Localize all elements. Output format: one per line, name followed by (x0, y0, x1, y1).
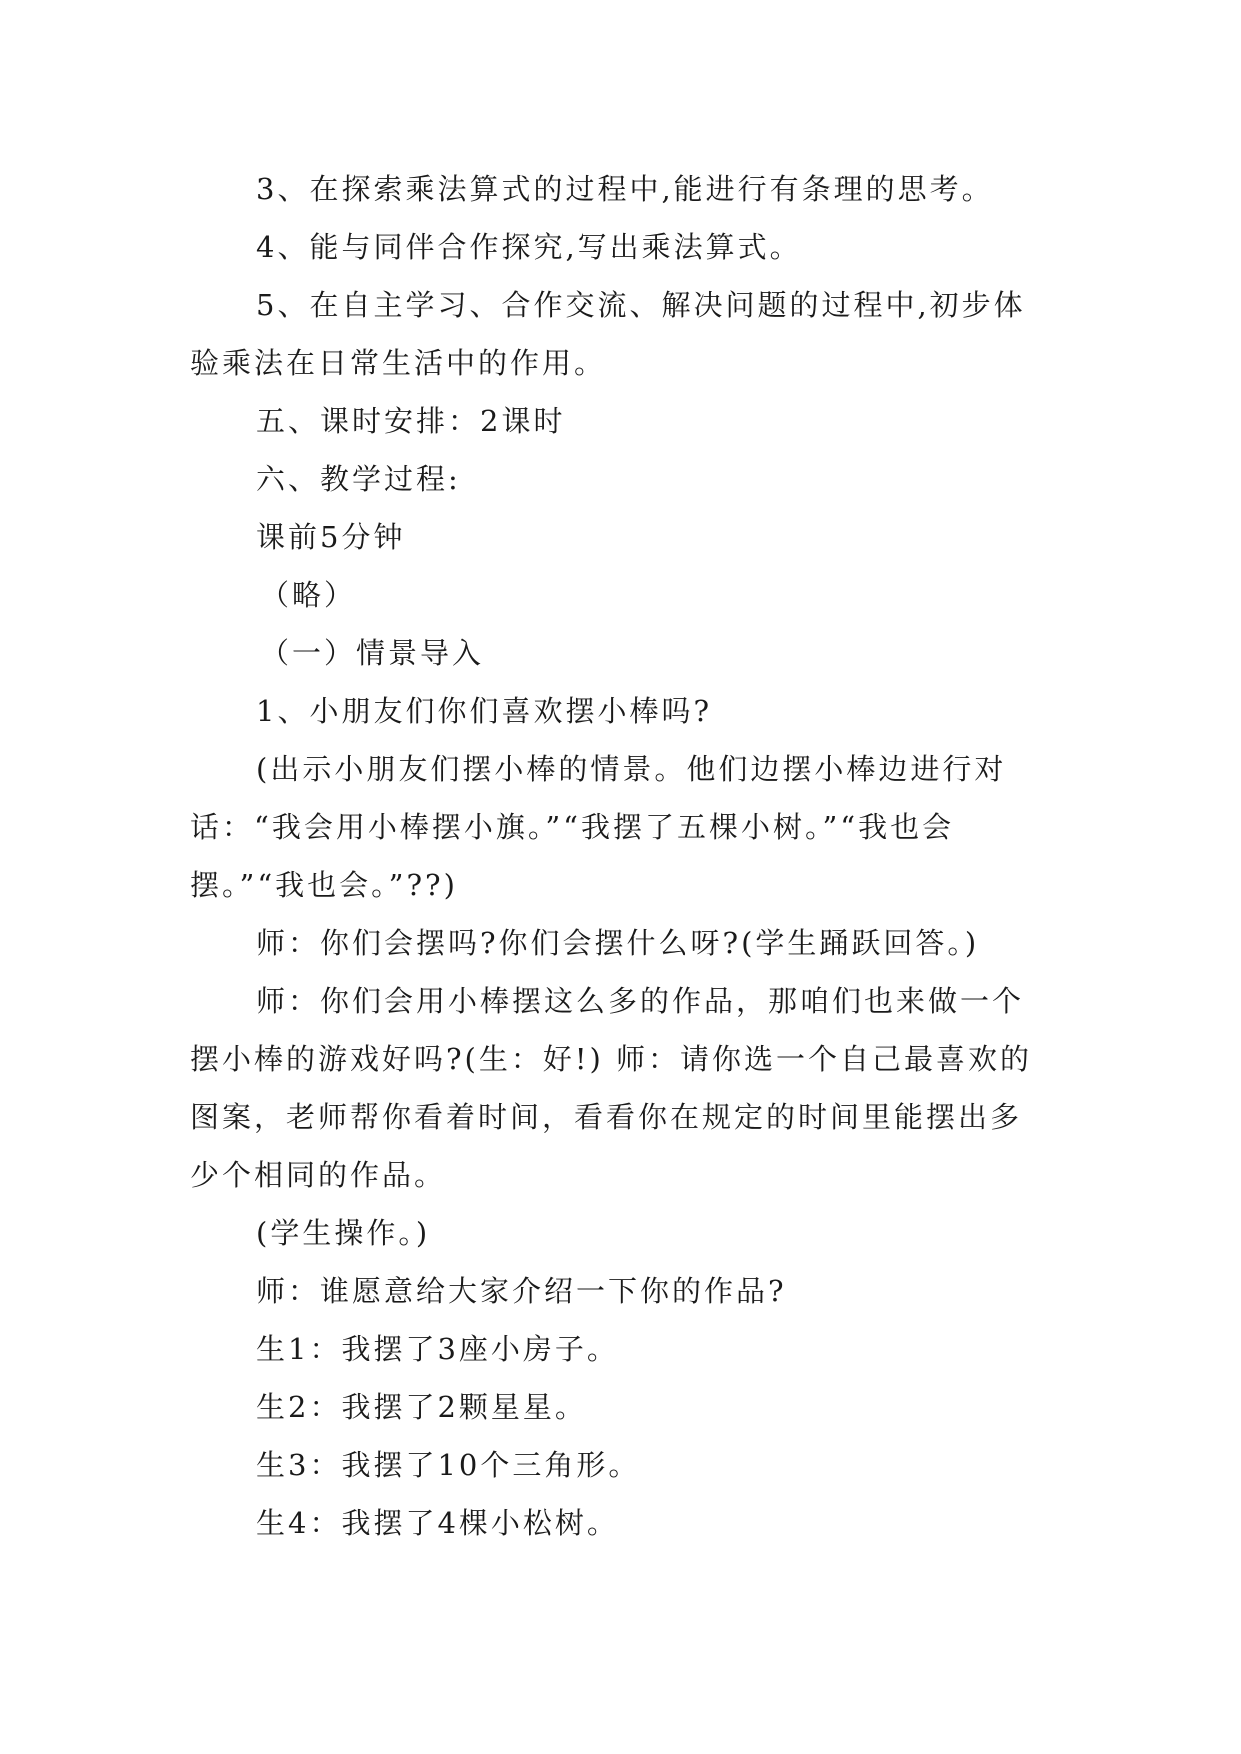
section-heading-schedule: 五、课时安排：2课时 (256, 404, 566, 438)
paragraph-teacher-2: 师：你们会用小棒摆这么多的作品，那咱们也来做一个摆小棒的游戏好吗?(生：好!) 师：请你选一个自己最喜欢的图案，老师帮你看着时间，看看你在规定的时间里能摆出多少个相同的作品。 (190, 984, 1033, 1192)
paragraph-teacher-1: 师：你们会摆吗?你们会摆什么呀?(学生踊跃回答。) (256, 926, 980, 960)
paragraph-student-4: 生4：我摆了4棵小松树。 (256, 1506, 619, 1540)
document-body (190, 160, 1050, 1552)
paragraph-student-3: 生3：我摆了10个三角形。 (256, 1448, 641, 1482)
paragraph-pre-class: 课前5分钟 (256, 520, 406, 554)
paragraph-omitted: （略） (260, 578, 357, 612)
section-heading-process: 六、教学过程: (256, 462, 461, 496)
paragraph-student-action: (学生操作。) (256, 1216, 431, 1250)
paragraph-student-2: 生2：我摆了2颗星星。 (256, 1390, 587, 1424)
paragraph-scene: (出示小朋友们摆小棒的情景。他们边摆小棒边进行对话：“我会用小棒摆小旗。”“我摆了五棵小树。”“我也会摆。”“我也会。”??) (190, 752, 1007, 902)
subsection-heading-intro: （一）情景导入 (260, 636, 485, 670)
paragraph-objective-5: 5、在自主学习、合作交流、解决问题的过程中,初步体验乘法在日常生活中的作用。 (190, 288, 1026, 380)
paragraph-objective-3: 3、在探索乘法算式的过程中,能进行有条理的思考。 (256, 172, 994, 206)
paragraph-objective-4: 4、能与同伴合作探究,写出乘法算式。 (256, 230, 802, 264)
paragraph-question-1: 1、小朋友们你们喜欢摆小棒吗? (256, 694, 712, 728)
paragraph-teacher-3: 师：谁愿意给大家介绍一下你的作品? (256, 1274, 787, 1308)
paragraph-student-1: 生1：我摆了3座小房子。 (256, 1332, 619, 1366)
